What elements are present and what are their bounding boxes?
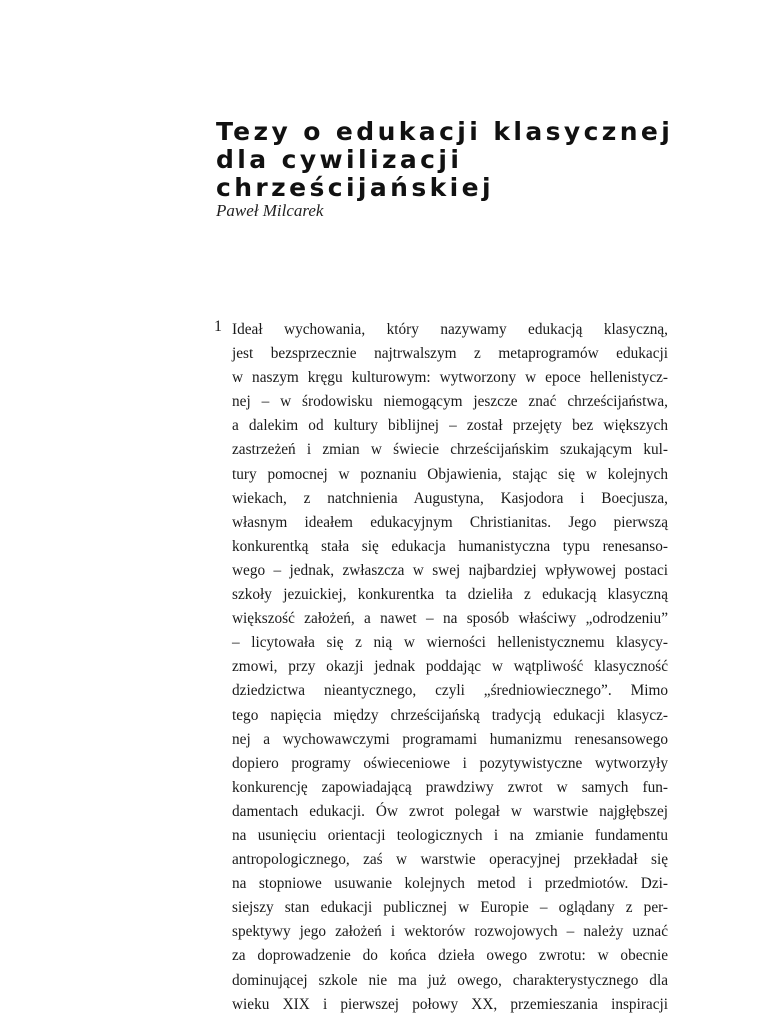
text-line: na stopniowe usuwanie kolejnych metod i przedmiotów. Dzi- bbox=[232, 875, 668, 893]
text-line: dominującej szkole nie ma już owego, charakterystycznego dla bbox=[232, 971, 668, 989]
text-line: zmowi, przy okazji jednak poddając w wątpliwość klasyczność bbox=[232, 658, 668, 676]
text-line: nej – w środowisku niemogącym jeszcze znać chrześcijaństwa, bbox=[232, 393, 668, 411]
text-line: zastrzeżeń i zmian w świecie chrześcijańskim szukającym kul- bbox=[232, 441, 668, 459]
article-author: Paweł Milcarek bbox=[216, 201, 324, 220]
text-line: w naszym kręgu kulturowym: wytworzony w epoce hellenistycz- bbox=[232, 369, 668, 387]
text-line: konkurencję zapowiadającą prawdziwy zwrot w samych fun- bbox=[232, 778, 668, 796]
text-line: wiekach, z natchnienia Augustyna, Kasjodora i Boecjusza, bbox=[232, 489, 668, 507]
text-line: własnym ideałem edukacyjnym Christianitas. Jego pierwszą bbox=[232, 513, 668, 531]
text-line: nej a wychowawczymi programami humanizmu renesansowego bbox=[232, 730, 668, 748]
text-line: spektywy jego założeń i wektorów rozwojowych – należy uznać bbox=[232, 923, 668, 941]
text-line: damentach edukacji. Ów zwrot polegał w warstwie najgłębszej bbox=[232, 802, 668, 820]
paragraph-body bbox=[232, 318, 668, 1017]
text-line: tego napięcia między chrześcijańską tradycją edukacji klasycz- bbox=[232, 706, 668, 724]
text-line: antropologicznego, zaś w warstwie operacyjnej przekładał się bbox=[232, 851, 668, 869]
article-title bbox=[216, 118, 686, 202]
text-line: większość założeń, a nawet – na sposób właściwy „odrodzeniu” bbox=[232, 610, 668, 628]
article-title-line: chrześcijańskiej bbox=[216, 173, 494, 202]
text-line: wego – jednak, zwłaszcza w swej najbardziej wpływowej postaci bbox=[232, 561, 668, 579]
text-line: dziedzictwa nieantycznego, czyli „średniowiecznego”. Mimo bbox=[232, 682, 668, 700]
text-line: dopiero programy oświeceniowe i pozytywistyczne wytworzyły bbox=[232, 754, 668, 772]
article-title-line: Tezy o edukacji klasycznej bbox=[216, 117, 674, 146]
text-line: szkoły jezuickiej, konkurentka ta dzieliła z edukacją klasyczną bbox=[232, 586, 668, 604]
text-line: – licytowała się z nią w wierności hellenistycznemu klasycy- bbox=[232, 634, 668, 652]
text-line: jest bezsprzecznie najtrwalszym z metaprogramów edukacji bbox=[232, 345, 668, 363]
text-line: wieku XIX i pierwszej połowy XX, przemieszania inspiracji bbox=[232, 995, 668, 1013]
text-line: a dalekim od kultury biblijnej – został przejęty bez większych bbox=[232, 417, 668, 435]
text-line: na usunięciu orientacji teologicznych i na zmianie fundamentu bbox=[232, 826, 668, 844]
text-line: Ideał wychowania, który nazywamy edukacją klasyczną, bbox=[232, 321, 668, 338]
paragraph-number: 1 bbox=[214, 318, 222, 335]
text-line: siejszy stan edukacji publicznej w Europie – oglądany z per- bbox=[232, 899, 668, 917]
text-line: za doprowadzenie do końca dzieła owego zwrotu: w obecnie bbox=[232, 947, 668, 965]
article-title-line: dla cywilizacji bbox=[216, 145, 463, 174]
text-line: konkurentką stała się edukacja humanistyczna typu renesanso- bbox=[232, 537, 668, 555]
text-line: tury pomocnej w poznaniu Objawienia, stając się w kolejnych bbox=[232, 465, 668, 483]
